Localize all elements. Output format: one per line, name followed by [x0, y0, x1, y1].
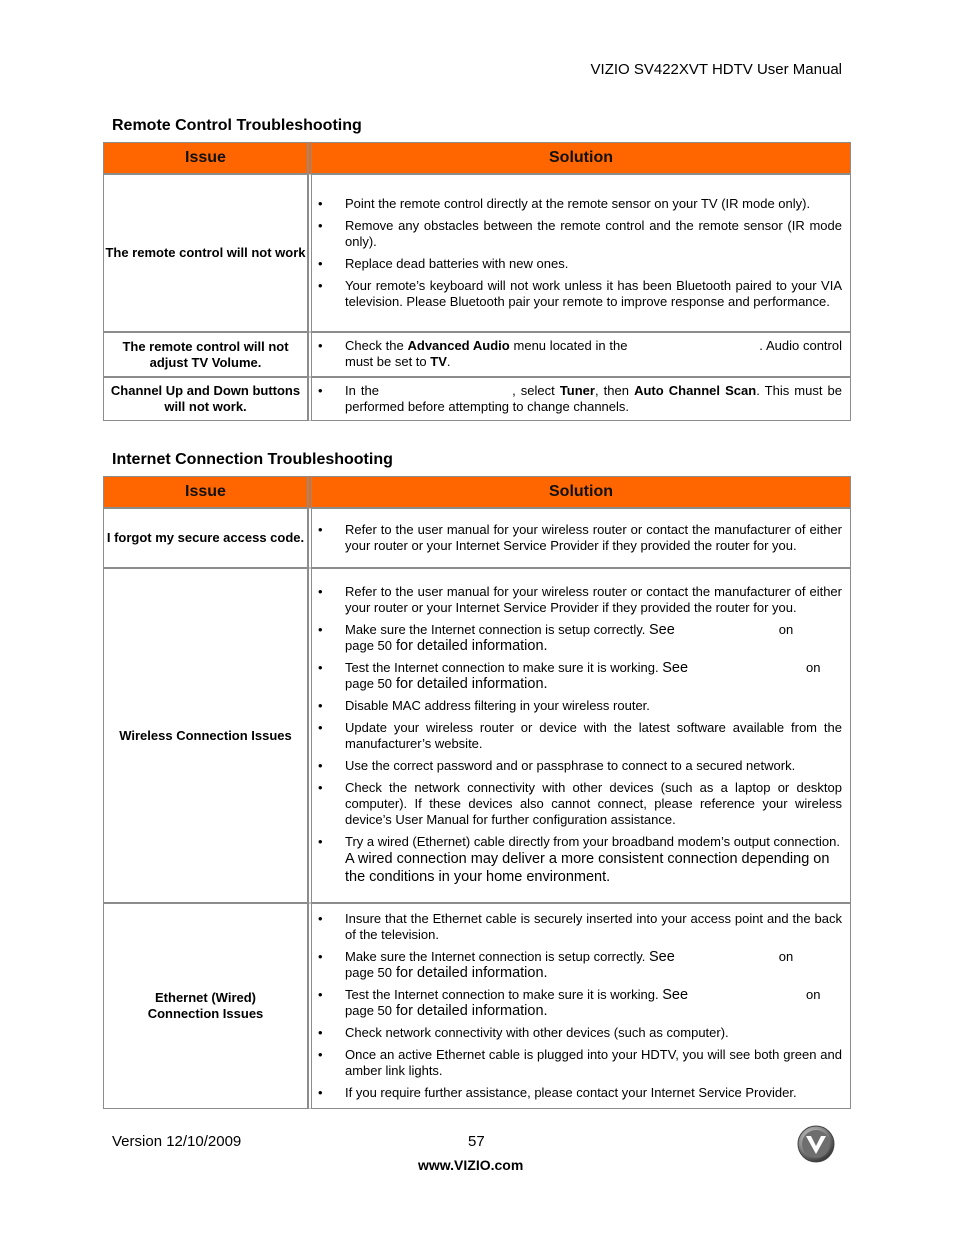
table-header-row [103, 476, 851, 508]
issue-cell: Ethernet (Wired) Connection Issues [103, 903, 308, 1109]
remote-troubleshooting-table [103, 142, 851, 421]
table-row [103, 903, 851, 1109]
solution-item: • Your remote’s keyboard will not work unless it has been Bluetooth paired to your VIA television. Please Bluetooth pair your remote to improve response and performance. [318, 277, 842, 309]
solution-item: • Disable MAC address filtering in your wireless router. [318, 698, 650, 713]
issue-cell: The remote control will not adjust TV Volume. [103, 332, 308, 377]
solution-item: • Make sure the Internet connection is setup correctly. See on page 50 for detailed information. [318, 622, 794, 654]
issue-cell: Channel Up and Down buttons will not work. [103, 377, 308, 421]
solution-column-header: Solution [308, 142, 851, 174]
solution-item: • Replace dead batteries with new ones. [318, 255, 569, 271]
issue-cell: I forgot my secure access code. [103, 508, 308, 568]
issue-column-header: Issue [103, 142, 308, 174]
solution-item: • Check the Advanced Audio menu located in the . Audio control must be set to TV. [318, 338, 842, 369]
solution-item: • Insure that the Ethernet cable is securely inserted into your access point and the back of the television. [318, 910, 842, 942]
solution-item: • Test the Internet connection to make sure it is working. See on page 50 for detailed information. [318, 986, 821, 1019]
solution-item: • Check network connectivity with other devices (such as computer). [318, 1024, 729, 1040]
table-row [103, 568, 851, 903]
table-row [103, 508, 851, 568]
footer-website: www.VIZIO.com [418, 1157, 524, 1173]
header-title: VIZIO SV422XVT HDTV User Manual [590, 61, 842, 78]
solution-cell [308, 332, 851, 377]
solution-item: • Point the remote control directly at the remote sensor on your TV (IR mode only). [318, 195, 811, 211]
solution-item: • Use the correct password and or passphrase to connect to a secured network. [318, 758, 796, 773]
table-row [103, 377, 851, 421]
solution-item: • Update your wireless router or device with the latest software available from the manufacturer’s website. [318, 720, 842, 751]
solution-item: • In the , select Tuner, then Auto Channel Scan. This must be performed before attempting to change channels. [318, 382, 843, 414]
solution-item: • Test the Internet connection to make sure it is working. See on page 50 for detailed information. [318, 660, 821, 692]
solution-column-header: Solution [308, 476, 851, 508]
vizio-logo-icon [796, 1124, 836, 1164]
solution-item: • If you require further assistance, please contact your Internet Service Provider. [318, 1084, 797, 1100]
solution-item: • Remove any obstacles between the remote control and the remote sensor (IR mode only). [318, 217, 842, 249]
remote-section-title: Remote Control Troubleshooting [112, 117, 362, 134]
solution-item: • Check the network connectivity with other devices (such as a laptop or desktop computer). If these devices also cannot connect, please reference your wireless device’s User Manual for further configuration assistance. [318, 780, 842, 827]
solution-cell [308, 174, 851, 332]
internet-section-title: Internet Connection Troubleshooting [112, 451, 393, 468]
page-number: 57 [468, 1133, 485, 1150]
solution-cell [308, 568, 851, 903]
issue-column-header: Issue [103, 476, 308, 508]
solution-item: • Refer to the user manual for your wireless router or contact the manufacturer of either your router or your Internet Service Provider if they provided the router for you. [318, 521, 842, 553]
table-row [103, 332, 851, 377]
issue-cell: Wireless Connection Issues [103, 568, 308, 903]
table-row [103, 174, 851, 332]
solution-cell [308, 903, 851, 1109]
solution-item: • Once an active Ethernet cable is plugged into your HDTV, you will see both green and amber link lights. [318, 1046, 842, 1078]
solution-cell [308, 377, 851, 421]
table-header-row [103, 142, 851, 174]
solution-item: • Make sure the Internet connection is setup correctly. See on page 50 for detailed information. [318, 948, 794, 981]
solution-item: • Refer to the user manual for your wireless router or contact the manufacturer of either your router or your Internet Service Provider if they provided the router for you. [318, 584, 842, 615]
footer-version: Version 12/10/2009 [112, 1133, 242, 1150]
solution-cell [308, 508, 851, 568]
solution-item: • Try a wired (Ethernet) cable directly from your broadband modem’s output connection. A wired connection may deliver a more consistent connection depending on the conditions in your home environment. [318, 834, 840, 885]
internet-troubleshooting-table [103, 476, 851, 1109]
issue-cell: The remote control will not work [103, 174, 308, 332]
